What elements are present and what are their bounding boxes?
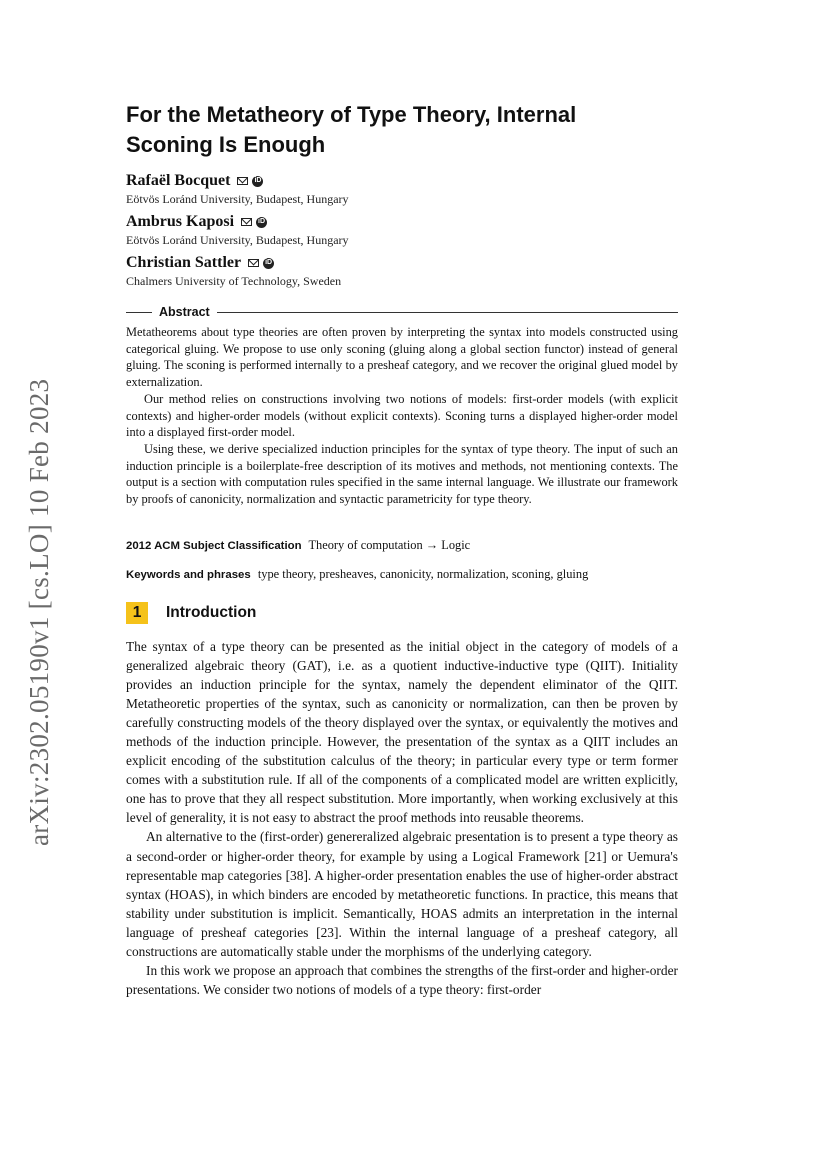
body-paragraph: The syntax of a type theory can be presented as the initial object in the category of models of a generalized algebraic theory (GAT), i.e. as a quotient inductive-inductive type (QIIT). Initiality provides an induction principle for the syntax, namely the dependent eliminator of the QIIT. Metatheoretic properties of the syntax, such as canonicity or normalization, can then be proven by carefully constructing models of the theory displayed over the syntax, or equivalently the motives and methods of the induction principle. However, the presentation of the syntax as a QIIT includes an explicit encoding of the substitution calculus of the theory; in particular every type or term former comes with a substitution rule. If all of the components of a complicated model are written explicitly, one has to prove that they all respect substitution. More importantly, when working exclusively at this level of generality, it is not easy to abstract the proof methods into reusable theorems. bbox=[126, 639, 678, 826]
acm-value: Theory of computation → Logic bbox=[308, 538, 471, 552]
email-icon[interactable] bbox=[248, 259, 259, 267]
body-paragraph: An alternative to the (first-order) genereralized algebraic presentation is to present a type theory as a second-order or higher-order theory, for example by using a Logical Framework [21] or Uemura's representable map categories [38]. A higher-order presentation enables the use of higher-order abstract syntax (HOAS), in which binders are encoded by metatheoretic functions. In practice, this means that stability under substitution is implicit. Semantically, HOAS admits an interpretation in the internal language of presheaf categories [23]. Within the internal language of a presheaf category, all constructions are automatically stable under the morphisms of the underlying category. bbox=[126, 829, 678, 959]
title-line-2: Sconing Is Enough bbox=[126, 132, 326, 157]
abstract-heading-label: Abstract bbox=[159, 305, 210, 319]
rule-divider bbox=[126, 312, 152, 313]
rule-divider bbox=[217, 312, 678, 313]
section-heading bbox=[126, 602, 256, 624]
orcid-icon[interactable]: iD bbox=[263, 258, 274, 269]
abstract-body bbox=[126, 324, 678, 508]
introduction-body bbox=[126, 637, 678, 999]
title-line-1: For the Metatheory of Type Theory, Internal bbox=[126, 102, 577, 127]
author-3 bbox=[126, 253, 341, 289]
author-name: Rafaël Bocquet bbox=[126, 172, 231, 189]
abstract-paragraph: Metatheorems about type theories are often proven by interpreting the syntax into models constructed using categorical gluing. We propose to use only sconing (gluing along a global section functor) instead of general gluing. The sconing is performed internally to a presheaf category, and we recover the original glued model by externalization. bbox=[126, 325, 678, 390]
orcid-icon[interactable]: iD bbox=[252, 176, 263, 187]
body-paragraph: In this work we propose an approach that combines the strengths of the first-order and higher-order presentations. We consider two notions of models of a type theory: first-order bbox=[126, 962, 678, 997]
author-affiliation: Eötvös Loránd University, Budapest, Hungary bbox=[126, 192, 349, 206]
abstract-paragraph: Our method relies on constructions involving two notions of models: first-order models (with explicit contexts) and higher-order models (without explicit contexts). Sconing turns a displayed higher-order model into a displayed first-order model. bbox=[126, 391, 678, 440]
arxiv-identifier: arXiv:2302.05190v1 [cs.LO] 10 Feb 2023 bbox=[24, 378, 54, 846]
author-affiliation: Eötvös Loránd University, Budapest, Hungary bbox=[126, 233, 349, 247]
keywords-label: Keywords and phrases bbox=[126, 569, 251, 581]
author-2 bbox=[126, 212, 349, 248]
keywords-value: type theory, presheaves, canonicity, normalization, sconing, gluing bbox=[257, 567, 589, 581]
author-affiliation: Chalmers University of Technology, Sweden bbox=[126, 274, 342, 288]
author-1 bbox=[126, 171, 349, 207]
acm-classification bbox=[126, 537, 678, 554]
section-title: Introduction bbox=[166, 604, 257, 621]
orcid-icon[interactable]: iD bbox=[256, 217, 267, 228]
abstract-paragraph: Using these, we derive specialized induction principles for the syntax of type theory. The input of such an induction principle is a boilerplate-free description of its motives and methods, not mentioning contexts. The output is a section with computation rules specified in the same internal language. We illustrate our framework by proofs of canonicity, normalization and syntactic parametricity for type theory. bbox=[126, 441, 678, 507]
email-icon[interactable] bbox=[241, 218, 252, 226]
paper-title bbox=[126, 100, 686, 160]
abstract-heading bbox=[126, 304, 678, 320]
section-number: 1 bbox=[126, 602, 148, 624]
email-icon[interactable] bbox=[237, 177, 248, 185]
author-name: Ambrus Kaposi bbox=[126, 213, 235, 230]
keywords bbox=[126, 566, 678, 583]
author-name: Christian Sattler bbox=[126, 254, 242, 271]
acm-label: 2012 ACM Subject Classification bbox=[126, 540, 302, 552]
